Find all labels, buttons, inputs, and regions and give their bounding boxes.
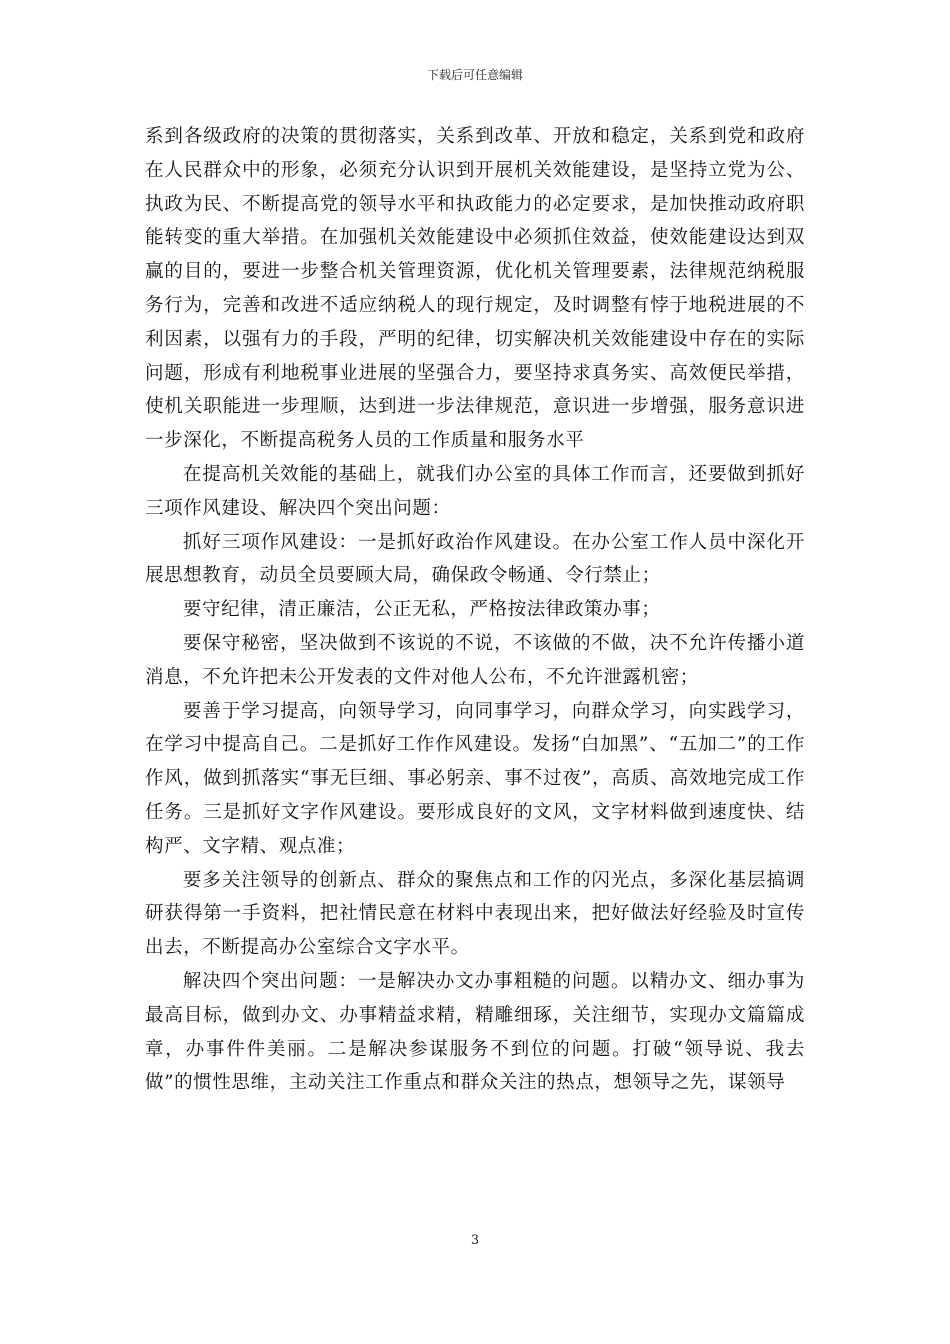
page-number: 3 — [470, 1233, 480, 1248]
paragraph: 抓好三项作风建设：一是抓好政治作风建设。在办公室工作人员中深化开展思想教育，动员全员要顾大局，确保政令畅通、令行禁止； — [145, 531, 805, 587]
document-body — [145, 120, 805, 1100]
page-header: 下载后可任意编辑 — [426, 68, 523, 82]
paragraph: 要保守秘密，坚决做到不该说的不说，不该做的不做，决不允许传播小道消息，不允许把未公开发表的文件对他人公布，不允许泄露机密； — [145, 632, 805, 688]
paragraph: 解决四个突出问题：一是解决办文办事粗糙的问题。以精办文、细办事为最高目标，做到办文、办事精益求精，精雕细琢，关注细节，实现办文篇篇成章，办事件件美丽。二是解决参谋服务不到位的问题。打破“领导说、我去做”的惯性思维，主动关注工作重点和群众关注的热点，想领导之先，谋领导 — [145, 970, 805, 1094]
paragraph: 要多关注领导的创新点、群众的聚焦点和工作的闪光点，多深化基层搞调研获得第一手资料，把社情民意在材料中表现出来，把好做法好经验及时宣传出去，不断提高办公室综合文字水平。 — [145, 869, 805, 959]
paragraph: 要善于学习提高，向领导学习，向同事学习，向群众学习，向实践学习，在学习中提高自己。二是抓好工作作风建设。发扬“白加黑”、“五加二”的工作作风，做到抓落实“事无巨细、事必躬亲、事不过夜”，高质、高效地完成工作任务。三是抓好文字作风建设。要形成良好的文风，文字材料做到速度快、结构严、文字精、观点准； — [145, 700, 805, 857]
paragraph: 要守纪律，清正廉洁，公正无私，严格按法律政策办事； — [182, 599, 661, 621]
paragraph: 在提高机关效能的基础上，就我们办公室的具体工作而言，还要做到抓好三项作风建设、解决四个突出问题： — [145, 463, 805, 519]
paragraph: 系到各级政府的决策的贯彻落实，关系到改革、开放和稳定，关系到党和政府在人民群众中的形象，必须充分认识到开展机关效能建设，是坚持立党为公、执政为民、不断提高党的领导水平和执政能力的必定要求，是加快推动政府职能转变的重大举措。在加强机关效能建设中必须抓住效益，使效能建设达到双赢的目的，要进一步整合机关管理资源，优化机关管理要素，法律规范纳税服务行为，完善和改进不适应纳税人的现行规定，及时调整有悖于地税进展的不利因素，以强有力的手段，严明的纪律，切实解决机关效能建设中存在的实际问题，形成有利地税事业进展的坚强合力，要坚持求真务实、高效便民举措，使机关职能进一步理顺，达到进一步法律规范，意识进一步增强，服务意识进一步深化，不断提高税务人员的工作质量和服务水平 — [145, 126, 805, 452]
